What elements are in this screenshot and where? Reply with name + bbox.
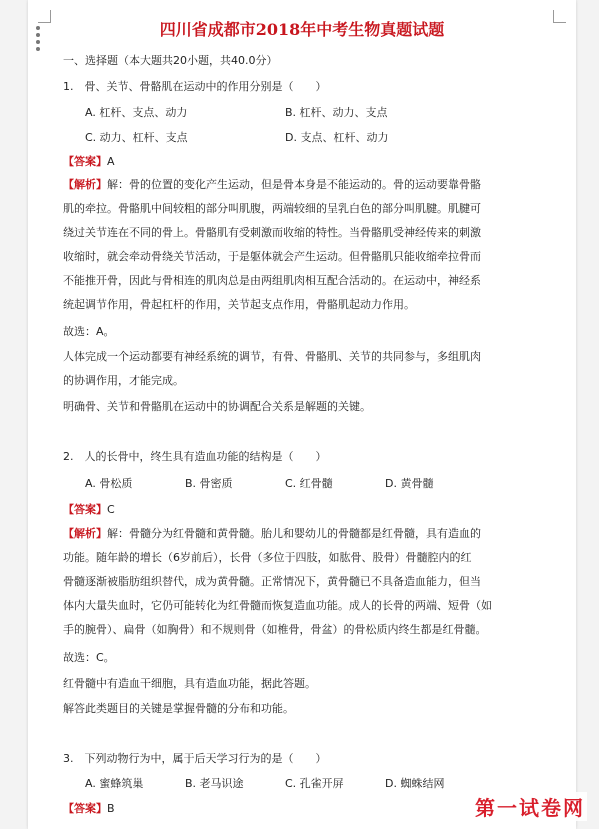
question-1-choice: 故选：A。 [63, 325, 115, 338]
question-3-option-d: D. 蜘蛛结网 [385, 777, 445, 790]
question-1-note: 明确骨、关节和骨骼肌在运动中的协调配合关系是解题的关键。 [63, 400, 371, 413]
question-2-choice: 故选：C。 [63, 651, 115, 664]
question-1-analysis-line: 不能推开骨，因此与骨相连的肌肉总是由两组肌肉相互配合活动的。在运动中，神经系 [63, 274, 481, 287]
question-1-analysis-line: 收缩时，就会牵动骨绕关节活动，于是躯体就会产生运动。但骨骼肌只能收缩牵拉骨而 [63, 250, 481, 263]
question-1-stem: 1. 骨、关节、骨骼肌在运动中的作用分别是（ ） [63, 80, 327, 93]
question-1-option-b: B. 杠杆、动力、支点 [285, 106, 388, 119]
answer-value: B [107, 802, 115, 815]
question-1-answer [63, 155, 115, 169]
question-1-option-a: A. 杠杆、支点、动力 [85, 106, 188, 119]
question-2-option-d: D. 黄骨髓 [385, 477, 434, 490]
question-2-analysis-line: 体内大量失血时，它仍可能转化为红骨髓而恢复造血功能。成人的长骨的两端、短骨（如 [63, 599, 492, 612]
question-2-analysis-line: 骨髓逐渐被脂肪组织替代，成为黄骨髓。正常情况下，黄骨髓已不具备造血能力，但当 [63, 575, 481, 588]
question-2-note: 解答此类题目的关键是掌握骨髓的分布和功能。 [63, 702, 294, 715]
answer-tag: 【答案】 [63, 802, 107, 815]
question-2-analysis-line: 【解析】解：骨髓分为红骨髓和黄骨髓。胎儿和婴幼儿的骨髓都是红骨髓，具有造血的 [63, 527, 481, 540]
question-2-analysis-line: 功能。随年龄的增长（6岁前后），长骨（多位于四肢，如肱骨、股骨）骨髓腔内的红 [63, 551, 472, 564]
question-1-analysis-line: 绕过关节连在不同的骨上。骨骼肌有受刺激而收缩的特性。当骨骼肌受神经传来的刺激 [63, 226, 481, 239]
question-1-analysis-line: 统起调节作用，骨起杠杆的作用，关节起支点作用，骨骼肌起动力作用。 [63, 298, 415, 311]
question-2-note: 红骨髓中有造血干细胞，具有造血功能，据此答题。 [63, 677, 316, 690]
question-2-option-c: C. 红骨髓 [285, 477, 333, 490]
site-watermark: 第一试卷网 [473, 792, 587, 821]
analysis-tag: 【解析】 [63, 527, 107, 540]
question-2-stem: 2. 人的长骨中，终生具有造血功能的结构是（ ） [63, 450, 327, 463]
question-2-option-a: A. 骨松质 [85, 477, 133, 490]
question-1-note: 人体完成一个运动都要有神经系统的调节，有骨、骨骼肌、关节的共同参与，多组肌肉 [63, 350, 481, 363]
question-2-answer [63, 503, 115, 517]
question-2-analysis-line: 手的腕骨）、扁骨（如胸骨）和不规则骨（如椎骨，骨盆）的骨松质内终生都是红骨髓。 [63, 623, 487, 636]
question-3-option-a: A. 蜜蜂筑巢 [85, 777, 144, 790]
answer-value: C [107, 503, 115, 516]
question-3-answer [63, 802, 115, 816]
question-1-note: 的协调作用，才能完成。 [63, 374, 184, 387]
question-1-analysis-line: 肌的牵拉。骨骼肌中间较粗的部分叫肌腹，两端较细的呈乳白色的部分叫肌腱。肌腱可 [63, 202, 481, 215]
question-1-option-d: D. 支点、杠杆、动力 [285, 131, 389, 144]
answer-tag: 【答案】 [63, 503, 107, 516]
question-1-analysis-line: 【解析】解：骨的位置的变化产生运动，但是骨本身是不能运动的。骨的运动要靠骨骼 [63, 178, 481, 191]
question-3-option-c: C. 孔雀开屏 [285, 777, 344, 790]
page-title: 四川省成都市2018年中考生物真题试题 [159, 20, 445, 39]
question-3-stem: 3. 下列动物行为中，属于后天学习行为的是（ ） [63, 752, 327, 765]
question-2-option-b: B. 骨密质 [185, 477, 233, 490]
question-1-option-c: C. 动力、杠杆、支点 [85, 131, 188, 144]
answer-value: A [107, 155, 115, 168]
section-heading: 一、选择题（本大题共20小题，共40.0分） [63, 54, 278, 67]
analysis-tag: 【解析】 [63, 178, 107, 191]
answer-tag: 【答案】 [63, 155, 107, 168]
question-3-option-b: B. 老马识途 [185, 777, 244, 790]
